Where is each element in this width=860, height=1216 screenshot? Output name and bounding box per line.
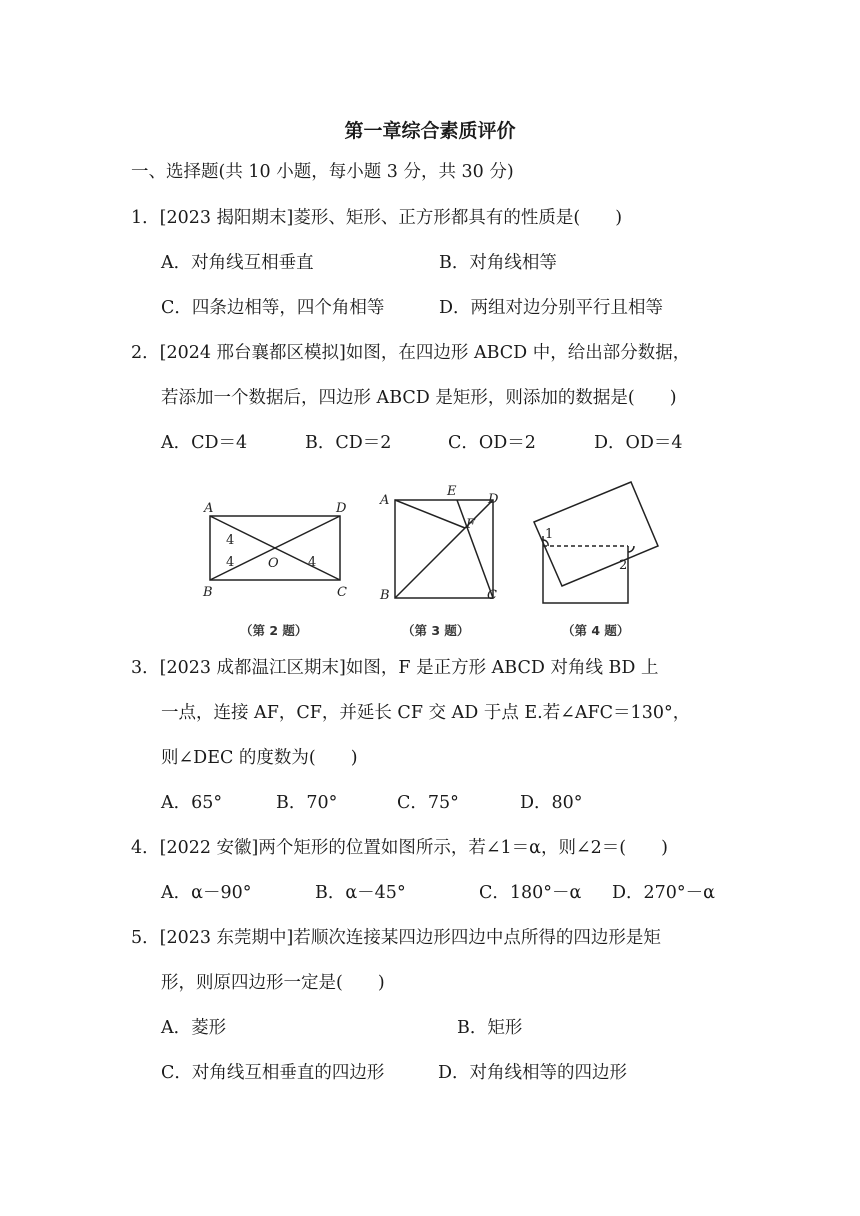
q2-option-a: A．CD＝4 (161, 433, 248, 453)
fig2-number-ao: 4 (226, 533, 235, 548)
q2-stem-line1: 2．[2024 邢台襄都区模拟]如图，在四边形 ABCD 中，给出部分数据， (131, 343, 691, 363)
fig4-label-1: 1 (545, 527, 554, 542)
fig2-label-d: D (336, 501, 347, 516)
fig3-label-b: B (380, 588, 390, 603)
q4-option-d: D．270°－α (612, 883, 716, 903)
q2-option-d: D．OD＝4 (594, 433, 683, 453)
q1-option-a: A．对角线互相垂直 (161, 253, 314, 273)
figure-3 (395, 500, 493, 598)
fig2-caption: （第 2 题） (240, 623, 308, 638)
fig2-label-c: C (337, 585, 347, 600)
fig3-label-f: F (466, 517, 476, 532)
q5-stem-line2: 形，则原四边形一定是( ) (161, 973, 385, 993)
q2-option-b: B．CD＝2 (305, 433, 392, 453)
fig3-label-a: A (380, 493, 390, 508)
q4-option-b: B．α－45° (315, 883, 406, 903)
figures-row (190, 482, 670, 642)
q5-option-c: C．对角线互相垂直的四边形 (161, 1063, 385, 1083)
q3-option-d: D．80° (520, 793, 583, 813)
q5-option-a: A．菱形 (161, 1018, 227, 1038)
q5-stem-line1: 5．[2023 东莞期中]若顺次连接某四边形四边中点所得的四边形是矩 (131, 928, 661, 948)
fig3-label-e: E (447, 484, 457, 499)
q4-stem: 4．[2022 安徽]两个矩形的位置如图所示，若∠1＝α，则∠2＝( ) (131, 838, 668, 858)
q3-option-c: C．75° (397, 793, 459, 813)
q3-stem-line3: 则∠DEC 的度数为( ) (161, 748, 358, 768)
q5-option-b: B．矩形 (457, 1018, 523, 1038)
figure-4 (534, 482, 658, 603)
q1-option-b: B．对角线相等 (439, 253, 557, 273)
fig3-label-c: C (487, 588, 497, 603)
fig2-label-o: O (268, 556, 279, 571)
q1-stem: 1．[2023 揭阳期末]菱形、矩形、正方形都具有的性质是( ) (131, 208, 623, 228)
q2-option-c: C．OD＝2 (448, 433, 536, 453)
q1-option-d: D．两组对边分别平行且相等 (439, 298, 664, 318)
q4-option-c: C．180°－α (479, 883, 582, 903)
fig2-number-bo: 4 (226, 555, 235, 570)
fig3-caption: （第 3 题） (402, 623, 470, 638)
q5-option-d: D．对角线相等的四边形 (438, 1063, 628, 1083)
q3-option-b: B．70° (276, 793, 338, 813)
q3-stem-line2: 一点，连接 AF，CF，并延长 CF 交 AD 于点 E.若∠AFC＝130°， (161, 703, 691, 723)
fig3-label-d: D (488, 492, 499, 507)
q1-option-c: C．四条边相等，四个角相等 (161, 298, 385, 318)
fig4-label-2: 2 (619, 558, 628, 573)
q2-stem-line2: 若添加一个数据后，四边形 ABCD 是矩形，则添加的数据是( ) (161, 388, 677, 408)
figures-svg (190, 482, 670, 642)
fig2-label-a: A (204, 501, 214, 516)
fig2-label-b: B (203, 585, 213, 600)
section-heading: 一、选择题(共 10 小题，每小题 3 分，共 30 分) (131, 162, 514, 182)
q3-option-a: A．65° (161, 793, 223, 813)
q4-option-a: A．α－90° (161, 883, 252, 903)
fig4-caption: （第 4 题） (562, 623, 630, 638)
page-title: 第一章综合素质评价 (344, 120, 516, 142)
q3-stem-line1: 3．[2023 成都温江区期末]如图，F 是正方形 ABCD 对角线 BD 上 (131, 658, 659, 678)
fig2-number-co: 4 (308, 555, 317, 570)
